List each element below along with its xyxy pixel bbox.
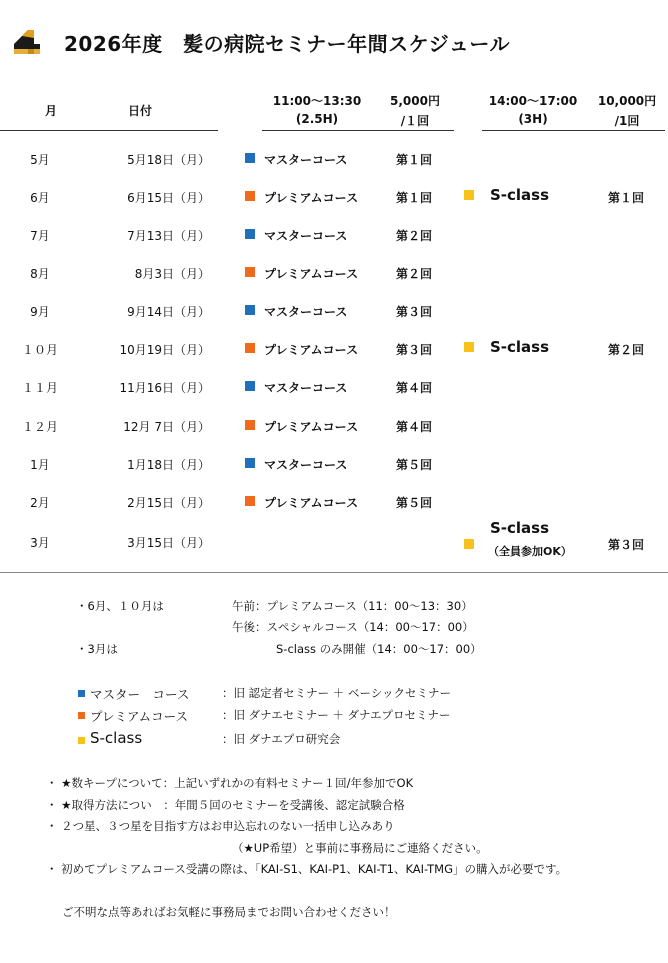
row-month: 1月 — [30, 458, 50, 472]
row-month: 3月 — [30, 536, 50, 550]
row-month: 5月 — [30, 153, 50, 167]
bullet-premium-purchase: ・ 初めてプレミアムコース受講の際は、「KAI-S1、KAI-P1、KAI-T1、KAI-TMG」の購入が必要です。 — [46, 862, 568, 876]
course-marker-icon — [245, 267, 255, 277]
table-row — [0, 338, 668, 376]
table-row — [0, 186, 668, 224]
row-course: プレミアムコース — [264, 191, 359, 205]
legend-premium-desc: ：旧 ダナエセミナー ＋ ダナエプロセミナー — [222, 708, 451, 722]
course-marker-icon — [245, 305, 255, 315]
header-am-time: 11:00〜13:30 — [272, 94, 362, 108]
row-date: 3月15日（月） — [127, 536, 210, 550]
footer-contact: ご不明な点等あればお気軽に事務局までお問い合わせください！ — [62, 905, 396, 919]
sclass-marker-icon — [464, 539, 474, 549]
table-row — [0, 491, 668, 529]
row-session: 第３回 — [396, 343, 433, 357]
note-march-label: ・3月は — [76, 642, 118, 656]
course-marker-icon — [245, 381, 255, 391]
legend-master-marker-icon — [78, 690, 85, 697]
table-row — [0, 376, 668, 414]
course-marker-icon — [245, 496, 255, 506]
row-course: プレミアムコース — [264, 420, 359, 434]
row-course: マスターコース — [264, 229, 348, 243]
header-am-unit: /１回 — [400, 114, 430, 128]
row-date: 2月15日（月） — [127, 496, 210, 510]
table-row — [0, 148, 668, 186]
row-date: 5月18日（月） — [127, 153, 210, 167]
row-date: 11月16日（月） — [119, 381, 210, 395]
note-march-text: S-class のみ開催（14：00〜17：00） — [276, 642, 482, 656]
header-pm-time: 14:00〜17:00 — [488, 94, 578, 108]
row-month: 2月 — [30, 496, 50, 510]
row-course: プレミアムコース — [264, 343, 359, 357]
row-date: 8月3日（月） — [134, 267, 210, 281]
table-bottom-rule — [0, 572, 668, 573]
row-session: 第４回 — [396, 381, 433, 395]
bullet-star-upgrade-cont: （★UP希望）と事前に事務局にご連絡ください。 — [232, 841, 488, 855]
legend-sclass-marker-icon — [78, 737, 85, 744]
bullet-star-upgrade: ・ ２つ星、３つ星を目指す方はお申込忘れのない一括申し込みあり — [46, 819, 395, 833]
row-session: 第４回 — [396, 420, 433, 434]
legend-master-desc: ：旧 認定者セミナー ＋ ベーシックセミナー — [222, 686, 452, 700]
row-date: 1月18日（月） — [127, 458, 210, 472]
header-am-price: 5,000円 — [390, 94, 440, 108]
header-rule-am — [262, 130, 454, 131]
row-month: 6月 — [30, 191, 50, 205]
row-date: 6月15日（月） — [127, 191, 210, 205]
table-row — [0, 453, 668, 491]
row-course: プレミアムコース — [264, 267, 359, 281]
legend-sclass-desc: ：旧 ダナエプロ研究会 — [222, 732, 341, 746]
row-course: マスターコース — [264, 458, 348, 472]
header-pm-unit: /1回 — [614, 114, 640, 128]
header-am-duration: (2.5H) — [295, 112, 339, 126]
bullet-star-acquire: ・ ★取得方法につい ：年間５回のセミナーを受講後、認定試験合格 — [46, 798, 405, 812]
row-session: 第２回 — [396, 267, 433, 281]
row-month: １１月 — [21, 381, 58, 395]
row-course: マスターコース — [264, 381, 348, 395]
row-sclass-session: 第１回 — [608, 191, 645, 205]
row-sclass: S-class — [490, 186, 550, 204]
note-june-oct-label: ・6月、１０月は — [76, 599, 164, 613]
table-row — [0, 224, 668, 262]
brand-logo-icon — [12, 26, 44, 58]
row-date: 10月19日（月） — [119, 343, 210, 357]
sclass-marker-icon — [464, 342, 474, 352]
row-sclass-session: 第３回 — [608, 538, 645, 552]
header-date: 日付 — [127, 104, 152, 118]
row-date: 12月 7日（月） — [123, 420, 210, 434]
table-row — [0, 519, 668, 569]
row-session: 第１回 — [396, 191, 433, 205]
course-marker-icon — [245, 420, 255, 430]
row-month: 7月 — [30, 229, 50, 243]
legend-master-name: マスター コース — [90, 687, 190, 702]
header-pm-price: 10,000円 — [597, 94, 657, 108]
row-month: １０月 — [21, 343, 58, 357]
legend-premium-name: プレミアムコース — [90, 709, 189, 724]
row-session: 第１回 — [396, 153, 433, 167]
row-sclass-note: （全員参加OK） — [488, 545, 572, 558]
row-course: マスターコース — [264, 305, 348, 319]
row-session: 第５回 — [396, 458, 433, 472]
course-marker-icon — [245, 229, 255, 239]
row-sclass: S-class — [490, 519, 550, 537]
row-session: 第３回 — [396, 305, 433, 319]
row-sclass-session: 第２回 — [608, 343, 645, 357]
header-rule-pm — [482, 130, 665, 131]
row-session: 第２回 — [396, 229, 433, 243]
row-month: 8月 — [30, 267, 50, 281]
row-date: 7月13日（月） — [127, 229, 210, 243]
legend-premium-marker-icon — [78, 712, 85, 719]
bullet-star-keep: ・ ★数キープについて：上記いずれかの有料セミナー１回/年参加でOK — [46, 776, 414, 790]
legend-sclass-name: S-class — [90, 729, 143, 747]
table-row — [0, 415, 668, 453]
table-row — [0, 262, 668, 300]
page-title: 2026年度 髪の病院セミナー年間スケジュール — [64, 32, 510, 56]
row-date: 9月14日（月） — [127, 305, 210, 319]
course-marker-icon — [245, 191, 255, 201]
note-june-oct-pm: 午後：スペシャルコース（14：00〜17：00） — [232, 620, 474, 634]
row-course: プレミアムコース — [264, 496, 359, 510]
header-pm-duration: (3H) — [518, 112, 548, 126]
course-marker-icon — [245, 458, 255, 468]
row-sclass: S-class — [490, 338, 550, 356]
sclass-marker-icon — [464, 190, 474, 200]
header-rule-left — [0, 130, 218, 131]
course-marker-icon — [245, 153, 255, 163]
table-row — [0, 300, 668, 338]
row-course: マスターコース — [264, 153, 348, 167]
header-month: 月 — [44, 104, 57, 118]
row-month: 9月 — [30, 305, 50, 319]
course-marker-icon — [245, 343, 255, 353]
row-month: １２月 — [21, 420, 58, 434]
note-june-oct-am: 午前：プレミアムコース（11：00〜13：30） — [232, 599, 473, 613]
row-session: 第５回 — [396, 496, 433, 510]
